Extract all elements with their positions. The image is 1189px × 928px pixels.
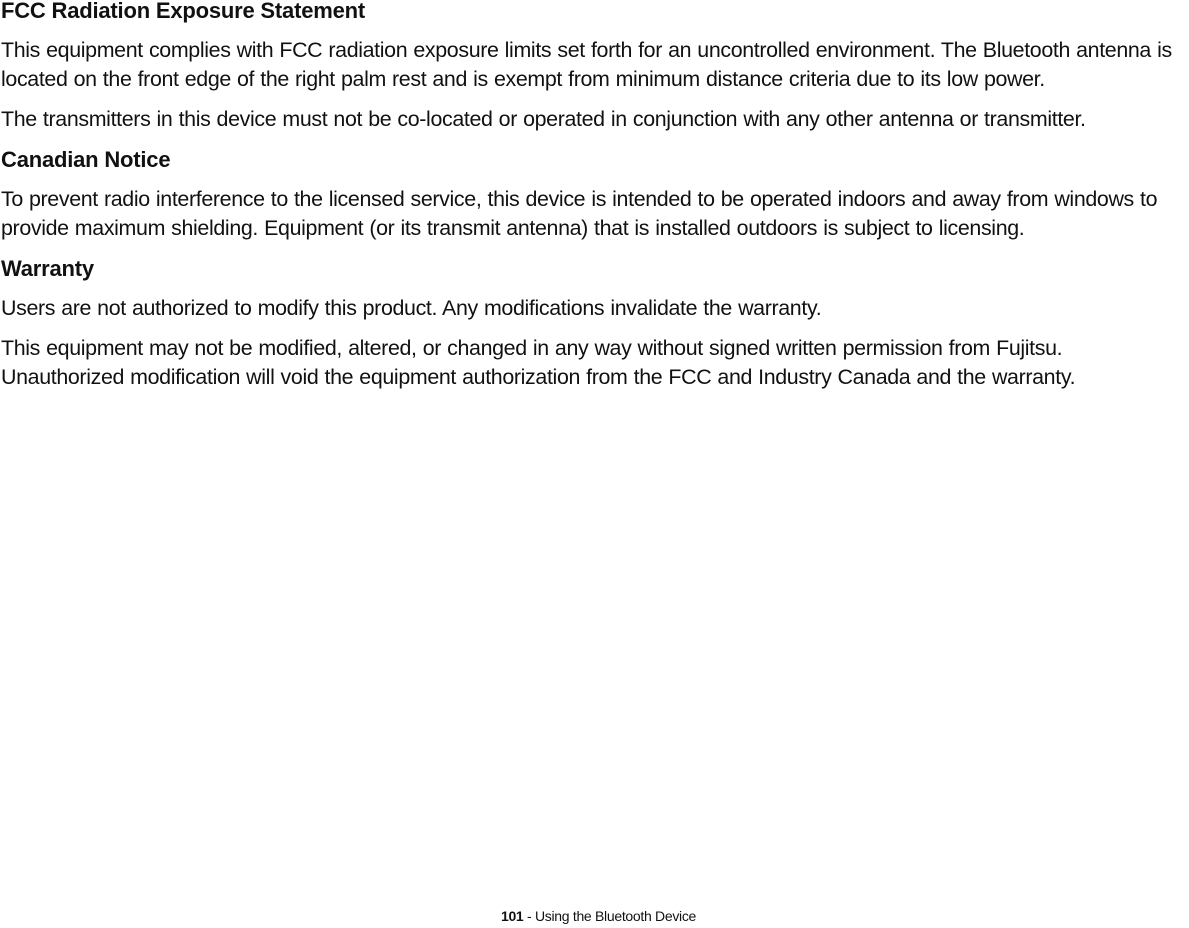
section-heading: Canadian Notice <box>1 147 171 172</box>
paragraph: To prevent radio interference to the licensed service, this device is intended to be operated indoors and away from windows to provide maximum shielding. Equipment (or its transmit antenna) that is installed outdoors is subject to licensing. <box>1 187 1158 240</box>
paragraph: This equipment may not be modified, altered, or changed in any way without signed written permission from Fujitsu. Unauthorized modification will void the equipment authorization from the FCC and Industry Canada and the warranty. <box>1 336 1076 389</box>
footer-section-title: Using the Bluetooth Device <box>534 908 697 924</box>
paragraph: Users are not authorized to modify this product. Any modifications invalidate the warranty. <box>1 296 822 320</box>
section-heading: Warranty <box>1 256 94 281</box>
section-warranty <box>1 254 1187 392</box>
page-footer <box>0 906 1189 926</box>
footer-separator: - <box>523 908 535 924</box>
paragraph: The transmitters in this device must not be co-located or operated in conjunction with any other antenna or transmitter. <box>1 107 1086 131</box>
section-heading: FCC Radiation Exposure Statement <box>1 0 365 23</box>
paragraph: This equipment complies with FCC radiation exposure limits set forth for an uncontrolled environment. The Bluetooth antenna is located on the front edge of the right palm rest and is exempt from minimum distance criteria due to its low power. <box>1 38 1172 91</box>
section-canadian-notice <box>1 145 1187 243</box>
page-number: 101 <box>500 908 524 924</box>
section-fcc-radiation <box>1 0 1187 134</box>
document-body <box>1 0 1187 403</box>
